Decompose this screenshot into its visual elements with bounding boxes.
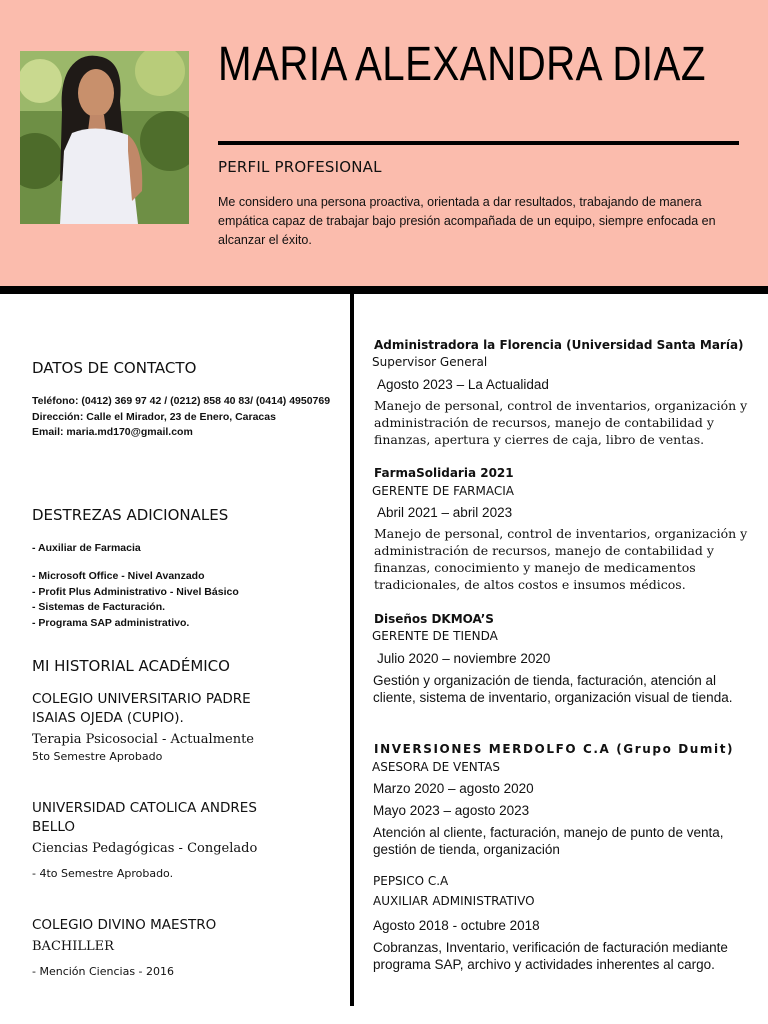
- header-divider: [0, 286, 768, 294]
- skill-item: - Sistemas de Facturación.: [32, 601, 166, 613]
- job-description: Cobranzas, Inventario, verificación de facturación mediante programa SAP, archivo y actividades inherentes al cargo.: [373, 940, 728, 972]
- contact-phone: Teléfono: (0412) 369 97 42 / (0212) 858 40 83/ (0414) 4950769: [32, 395, 331, 407]
- contact-address: Dirección: Calle el Mirador, 23 de Enero, Caracas: [32, 410, 276, 423]
- education-note: 5to Semestre Aprobado: [32, 750, 163, 763]
- job-role: Supervisor General: [372, 355, 488, 369]
- job-company: INVERSIONES MERDOLFO C.A (Grupo Dumit): [374, 742, 735, 756]
- education-program: BACHILLER: [32, 939, 114, 954]
- job-description: Manejo de personal, control de inventarios, organización y administración de recursos, manejo de contabilidad y finanzas, conocimiento y manejo de medicamentos tradicionales, de altos costos e insumos médicos.: [374, 526, 748, 592]
- name-underline: [218, 141, 739, 145]
- job-dates: Mayo 2023 – agosto 2023: [373, 803, 530, 818]
- skills-title: DESTREZAS ADICIONALES: [32, 506, 229, 524]
- contact-block: [32, 394, 332, 441]
- education-title: MI HISTORIAL ACADÉMICO: [32, 657, 230, 675]
- contact-email: Email: maria.md170@gmail.com: [32, 426, 193, 438]
- education-program: Ciencias Pedagógicas - Congelado: [32, 841, 258, 856]
- job-company: PEPSICO C.A: [373, 874, 449, 888]
- job-role: GERENTE DE FARMACIA: [372, 484, 514, 498]
- job-dates: Marzo 2020 – agosto 2020: [373, 781, 534, 796]
- education-program: Terapia Psicosocial - Actualmente: [32, 732, 255, 747]
- education-note: - Mención Ciencias - 2016: [32, 965, 175, 978]
- education-note: - 4to Semestre Aprobado.: [32, 867, 174, 880]
- job-role: GERENTE DE TIENDA: [372, 629, 498, 643]
- job-company: Diseños DKMOA’S: [374, 612, 494, 626]
- profile-photo: [20, 51, 189, 224]
- education-school: COLEGIO UNIVERSITARIO PADRE ISAIAS OJEDA (CUPIO).: [32, 691, 251, 726]
- profile-title: PERFIL PROFESIONAL: [218, 158, 382, 176]
- job-dates: Abril 2021 – abril 2023: [377, 505, 513, 520]
- job-description: Gestión y organización de tienda, facturación, atención al cliente, sistema de inventario, organización visual de tienda.: [373, 673, 733, 705]
- education-school: COLEGIO DIVINO MAESTRO: [32, 917, 217, 933]
- profile-summary: Me considero una persona proactiva, orientada a dar resultados, trabajando de manera empática capaz de trabajar bajo presión acompañada de un equipo, siempre enfocada en alcanzar el éxito.: [218, 195, 716, 247]
- education-school: UNIVERSIDAD CATOLICA ANDRES BELLO: [32, 800, 257, 835]
- skill-item: - Microsoft Office - Nivel Avanzado: [32, 570, 205, 582]
- contact-title: DATOS DE CONTACTO: [32, 359, 197, 377]
- job-dates: Julio 2020 – noviembre 2020: [377, 651, 551, 666]
- column-divider: [350, 294, 354, 1006]
- job-role: AUXILIAR ADMINISTRATIVO: [373, 894, 535, 908]
- candidate-name: MARIA ALEXANDRA DIAZ: [218, 38, 706, 91]
- job-role: ASESORA DE VENTAS: [372, 760, 500, 774]
- skill-item: - Profit Plus Administrativo - Nivel Básico: [32, 585, 239, 598]
- skill-item: - Auxiliar de Farmacia: [32, 542, 141, 554]
- job-company: Administradora la Florencia (Universidad Santa María): [374, 338, 744, 352]
- job-description: Atención al cliente, facturación, manejo de punto de venta, gestión de tienda, organización: [373, 825, 724, 857]
- job-dates: Agosto 2018 - octubre 2018: [373, 918, 540, 933]
- skill-item: - Programa SAP administrativo.: [32, 616, 190, 629]
- skills-list: [32, 569, 332, 631]
- job-dates: Agosto 2023 – La Actualidad: [377, 377, 549, 392]
- job-description: Manejo de personal, control de inventarios, organización y administración de recursos, manejo de contabilidad y finanzas, apertura y cierres de caja, libro de ventas.: [374, 398, 748, 447]
- job-company: FarmaSolidaria 2021: [374, 466, 514, 480]
